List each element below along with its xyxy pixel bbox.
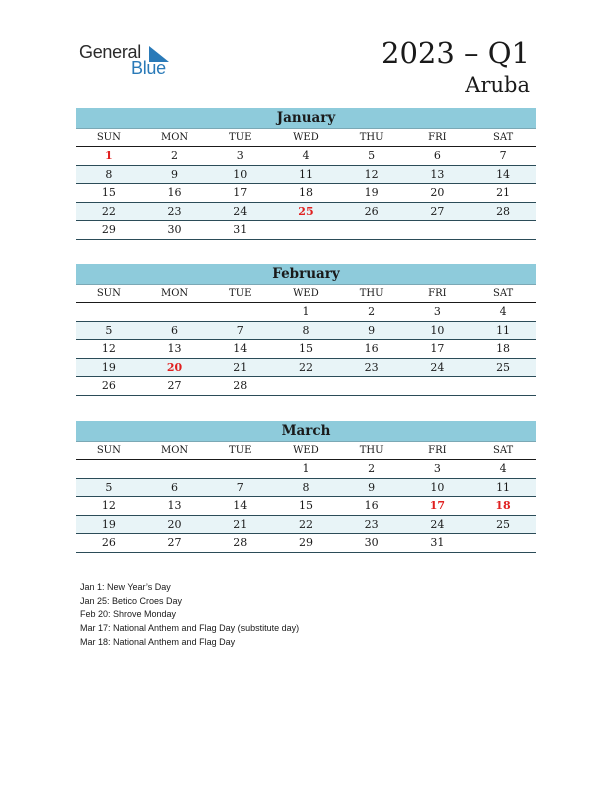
- day-cell: 8: [302, 480, 310, 494]
- empty-day-cell: [76, 460, 142, 478]
- day-cell: 17: [430, 342, 445, 355]
- month-calendar: [76, 421, 536, 553]
- day-cell: 14: [496, 167, 511, 181]
- day-cell: 7: [499, 149, 507, 162]
- day-cell: 31: [430, 536, 445, 549]
- day-cell: 30: [167, 223, 182, 236]
- day-cell: 6: [171, 480, 179, 494]
- day-cell: 28: [496, 204, 511, 218]
- empty-day-cell: [207, 303, 273, 321]
- month-title: March: [76, 421, 536, 442]
- day-cell: 26: [101, 379, 116, 392]
- empty-day-cell: [470, 221, 536, 239]
- day-cell: 4: [499, 305, 507, 318]
- week-row: [76, 147, 536, 166]
- country-name: Aruba: [465, 73, 530, 97]
- empty-day-cell: [339, 377, 405, 395]
- day-cell: 16: [364, 342, 379, 355]
- day-cell: 3: [433, 462, 441, 475]
- day-cell: 24: [233, 204, 248, 218]
- holiday-note: Feb 20: Shrove Monday: [80, 609, 177, 620]
- day-cell: 4: [302, 149, 310, 162]
- weekday-header-row: [76, 129, 536, 147]
- day-cell: 1: [302, 462, 310, 475]
- day-cell: 10: [430, 480, 445, 494]
- day-cell: 27: [167, 536, 182, 549]
- day-cell: 15: [298, 342, 313, 355]
- month-calendar: [76, 108, 536, 240]
- holiday-day-cell: 25: [298, 204, 314, 218]
- day-cell: 23: [167, 204, 182, 218]
- day-cell: 29: [101, 223, 116, 236]
- day-cell: 2: [368, 462, 376, 475]
- week-row: [76, 303, 536, 322]
- weekday-header-row: [76, 285, 536, 303]
- day-cell: 9: [368, 323, 376, 337]
- day-cell: 4: [499, 462, 507, 475]
- weekday-label: SAT: [492, 288, 514, 299]
- day-cell: 14: [233, 342, 248, 355]
- week-row: [76, 322, 536, 341]
- holiday-day-cell: 1: [105, 149, 113, 162]
- day-cell: 8: [302, 323, 310, 337]
- weekday-label: MON: [160, 445, 189, 456]
- week-row: [76, 340, 536, 359]
- weekday-label: WED: [293, 288, 319, 299]
- day-cell: 19: [101, 360, 116, 374]
- day-cell: 23: [364, 360, 379, 374]
- day-cell: 10: [233, 167, 248, 181]
- day-cell: 24: [430, 517, 445, 531]
- weekday-label: SUN: [96, 288, 121, 299]
- week-row: [76, 359, 536, 378]
- day-cell: 11: [496, 323, 511, 337]
- day-cell: 12: [101, 342, 116, 355]
- logo-word-blue: Blue: [131, 58, 166, 78]
- day-cell: 21: [233, 517, 248, 531]
- day-cell: 15: [101, 186, 116, 199]
- weekday-label: SUN: [96, 445, 121, 456]
- empty-day-cell: [470, 534, 536, 552]
- day-cell: 12: [364, 167, 379, 181]
- day-cell: 11: [298, 167, 313, 181]
- day-cell: 16: [167, 186, 182, 199]
- day-cell: 20: [430, 186, 445, 199]
- day-cell: 27: [167, 379, 182, 392]
- day-cell: 13: [167, 342, 182, 355]
- empty-day-cell: [470, 377, 536, 395]
- holiday-note: Jan 25: Betico Croes Day: [80, 595, 183, 606]
- week-row: [76, 184, 536, 203]
- weekday-label: TUE: [229, 288, 252, 299]
- day-cell: 9: [368, 480, 376, 494]
- week-row: [76, 516, 536, 535]
- month-calendar: [76, 264, 536, 396]
- day-cell: 19: [101, 517, 116, 531]
- weekday-label: WED: [293, 132, 319, 143]
- weekday-label: MON: [160, 132, 189, 143]
- weekday-label: THU: [359, 445, 384, 456]
- day-cell: 26: [364, 204, 379, 218]
- week-row: [76, 479, 536, 498]
- day-cell: 18: [298, 186, 313, 199]
- day-cell: 5: [105, 480, 113, 494]
- day-cell: 8: [105, 167, 113, 181]
- day-cell: 10: [430, 323, 445, 337]
- day-cell: 6: [433, 149, 441, 162]
- day-cell: 13: [430, 167, 445, 181]
- empty-day-cell: [405, 377, 471, 395]
- day-cell: 1: [302, 305, 310, 318]
- weekday-label: TUE: [229, 132, 252, 143]
- week-row: [76, 377, 536, 396]
- week-row: [76, 166, 536, 185]
- empty-day-cell: [76, 303, 142, 321]
- weekday-label: MON: [160, 288, 189, 299]
- day-cell: 13: [167, 499, 182, 512]
- day-cell: 14: [233, 499, 248, 512]
- day-cell: 18: [496, 342, 511, 355]
- holiday-day-cell: 18: [495, 499, 511, 512]
- holiday-day-cell: 20: [166, 360, 183, 374]
- week-row: [76, 460, 536, 479]
- day-cell: 5: [105, 323, 113, 337]
- weekday-label: THU: [359, 288, 384, 299]
- weekday-label: SAT: [492, 445, 514, 456]
- day-cell: 2: [171, 149, 179, 162]
- day-cell: 25: [496, 360, 511, 374]
- day-cell: 7: [236, 323, 244, 337]
- empty-day-cell: [273, 221, 339, 239]
- day-cell: 17: [233, 186, 248, 199]
- day-cell: 23: [364, 517, 379, 531]
- holiday-note: Mar 17: National Anthem and Flag Day (substitute day): [80, 623, 300, 634]
- week-row: [76, 497, 536, 516]
- week-row: [76, 221, 536, 240]
- day-cell: 22: [298, 517, 313, 531]
- day-cell: 6: [171, 323, 179, 337]
- day-cell: 25: [496, 517, 511, 531]
- day-cell: 15: [298, 499, 313, 512]
- weekday-header-row: [76, 442, 536, 460]
- day-cell: 27: [430, 204, 445, 218]
- holiday-list: [80, 581, 299, 650]
- weekday-label: TUE: [229, 445, 252, 456]
- day-cell: 19: [364, 186, 379, 199]
- weekday-label: FRI: [428, 288, 447, 299]
- empty-day-cell: [142, 460, 208, 478]
- month-title: January: [76, 108, 536, 129]
- empty-day-cell: [207, 460, 273, 478]
- day-cell: 7: [236, 480, 244, 494]
- week-row: [76, 203, 536, 222]
- day-cell: 26: [101, 536, 116, 549]
- holiday-day-cell: 17: [429, 499, 446, 512]
- day-cell: 30: [364, 536, 379, 549]
- weekday-label: FRI: [428, 132, 447, 143]
- empty-day-cell: [273, 377, 339, 395]
- day-cell: 3: [236, 149, 244, 162]
- day-cell: 11: [496, 480, 511, 494]
- empty-day-cell: [405, 221, 471, 239]
- holiday-note: Mar 18: National Anthem and Flag Day: [80, 636, 236, 647]
- weekday-label: WED: [293, 445, 319, 456]
- holiday-note: Jan 1: New Year’s Day: [80, 582, 171, 592]
- weekday-label: FRI: [428, 445, 447, 456]
- day-cell: 24: [430, 360, 445, 374]
- day-cell: 22: [101, 204, 116, 218]
- day-cell: 5: [368, 149, 376, 162]
- day-cell: 16: [364, 499, 379, 512]
- page-title: 2023 – Q1: [381, 36, 530, 70]
- day-cell: 22: [298, 360, 313, 374]
- empty-day-cell: [142, 303, 208, 321]
- weekday-label: SAT: [492, 132, 514, 143]
- month-title: February: [76, 264, 536, 285]
- day-cell: 12: [101, 499, 116, 512]
- day-cell: 21: [233, 360, 248, 374]
- day-cell: 31: [233, 223, 248, 236]
- day-cell: 28: [233, 536, 248, 549]
- weekday-label: SUN: [96, 132, 121, 143]
- generalblue-logo: [79, 42, 179, 82]
- day-cell: 21: [496, 186, 511, 199]
- logo-word-general: General: [79, 42, 141, 62]
- day-cell: 3: [433, 305, 441, 318]
- empty-day-cell: [339, 221, 405, 239]
- weekday-label: THU: [359, 132, 384, 143]
- day-cell: 29: [298, 536, 313, 549]
- day-cell: 9: [171, 167, 179, 181]
- day-cell: 20: [167, 517, 182, 531]
- day-cell: 2: [368, 305, 376, 318]
- week-row: [76, 534, 536, 553]
- day-cell: 28: [233, 379, 248, 392]
